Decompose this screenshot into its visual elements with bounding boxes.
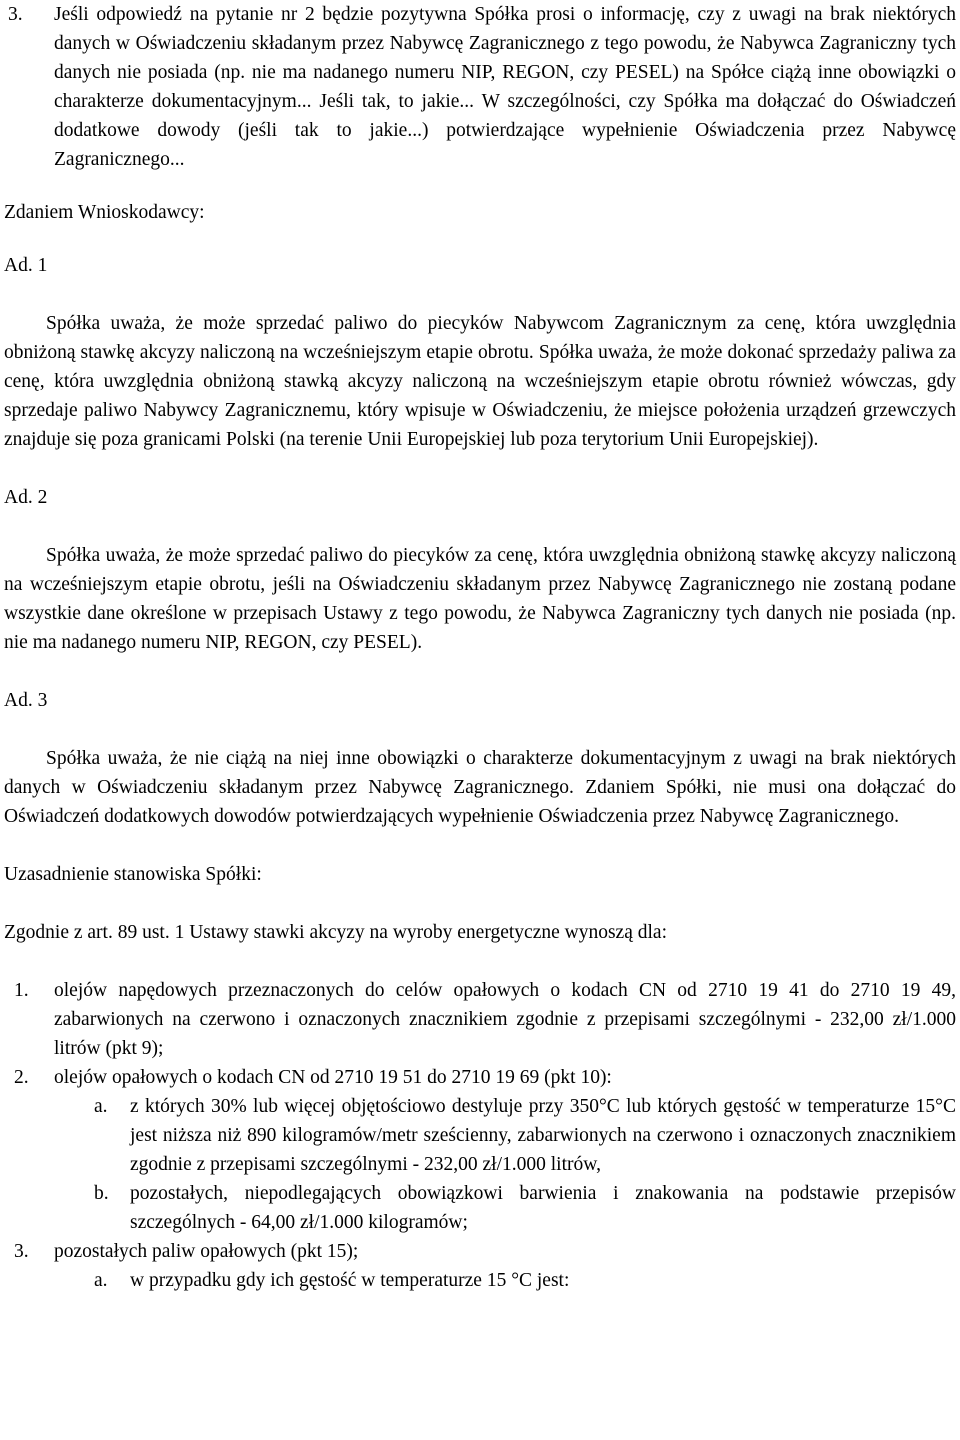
sub-list-item [4, 1092, 956, 1179]
sub-list-item-text: z których 30% lub więcej objętościowo destyluje przy 350°C lub których gęstość w temperaturze 15°C jest niższa niż 890 kilogramów/metr sześcienny, zabarwionych na czerwono i oznaczonych znacznikiem zgodnie z przepisami szczególnymi - 232,00 zł/1.000 litrów, [130, 1096, 956, 1175]
list-item [4, 976, 956, 1063]
ad2-label: Ad. 2 [4, 487, 48, 508]
sub-list-item [4, 1266, 956, 1295]
document-page [4, 0, 956, 1295]
ad3-text: Spółka uważa, że nie ciążą na niej inne obowiązki o charakterze dokumentacyjnym z uwagi na brak niektórych danych w Oświadczeniu składanym przez Nabywcę Zagranicznego. Zdaniem Spółki, nie musi ona dołączać do Oświadczeń dodatkowych dowodów potwierdzających wypełnienie Oświadczenia przez Nabywcę Zagranicznego. [4, 748, 956, 827]
list-marker: 2. [14, 1067, 29, 1088]
question-3 [4, 0, 956, 174]
rates-intro: Zgodnie z art. 89 ust. 1 Ustawy stawki akcyzy na wyroby energetyczne wynoszą dla: [4, 922, 667, 943]
ad3-label: Ad. 3 [4, 690, 48, 711]
justification-heading: Uzasadnienie stanowiska Spółki: [4, 864, 262, 885]
ad1-text: Spółka uważa, że może sprzedać paliwo do piecyków Nabywcom Zagranicznym za cenę, która uwzględnia obniżoną stawkę akcyzy naliczoną na wcześniejszym etapie obrotu. Spółka uważa, że może dokonać sprzedaży paliwa za cenę, która uwzględnia obniżoną stawką akcyzy naliczoną na wcześniejszym etapie obrotu również wówczas, gdy sprzedaje paliwo Nabywcy Zagranicznemu, który wpisuje w Oświadczeniu, że miejsce położenia urządzeń grzewczych znajduje się poza granicami Polski (na terenie Unii Europejskiej lub poza terytorium Unii Europejskiej). [4, 313, 956, 450]
list-item-text: pozostałych paliw opałowych (pkt 15); [54, 1241, 359, 1262]
question-3-number: 3. [8, 4, 23, 25]
ad2-text: Spółka uważa, że może sprzedać paliwo do piecyków za cenę, która uwzględnia obniżoną stawkę akcyzy naliczoną na wcześniejszym etapie obrotu, jeśli na Oświadczeniu składanym przez Nabywcę Zagranicznego nie zostaną podane wszystkie dane określone w przepisach Ustawy z tego powodu, że Nabywca Zagraniczny tych danych nie posiada (np. nie ma nadanego numeru NIP, REGON, czy PESEL). [4, 545, 956, 653]
sub-list-marker: a. [94, 1096, 108, 1117]
question-3-text: Jeśli odpowiedź na pytanie nr 2 będzie pozytywna Spółka prosi o informację, czy z uwagi na brak niektórych danych w Oświadczeniu składanym przez Nabywcę Zagranicznego z tego powodu, że Nabywca Zagraniczny tych danych nie posiada (np. nie ma nadanego numeru NIP, REGON, czy PESEL) na Spółce ciążą inne obowiązki o charakterze dokumentacyjnym... Jeśli tak, to jakie... W szczególności, czy Spółka ma dołączać do Oświadczeń dodatkowe dowody (jeśli tak to jakie...) potwierdzające wypełnienie Oświadczenia przez Nabywcę Zagranicznego... [54, 4, 956, 170]
opinion-heading: Zdaniem Wnioskodawcy: [4, 202, 205, 223]
sub-list-item-text: w przypadku gdy ich gęstość w temperaturze 15 °C jest: [130, 1270, 570, 1291]
list-item [4, 1063, 956, 1092]
sub-list-marker: a. [94, 1270, 108, 1291]
list-marker: 3. [14, 1241, 29, 1262]
ad1-label: Ad. 1 [4, 255, 48, 276]
sub-list-item-text: pozostałych, niepodlegających obowiązkowi barwienia i znakowania na podstawie przepisów szczególnych - 64,00 zł/1.000 kilogramów; [130, 1183, 956, 1233]
rates-list [4, 976, 956, 1295]
list-marker: 1. [14, 980, 29, 1001]
sub-list-marker: b. [94, 1183, 109, 1204]
list-item-text: olejów opałowych o kodach CN od 2710 19 51 do 2710 19 69 (pkt 10): [54, 1067, 612, 1088]
list-item [4, 1237, 956, 1266]
list-item-text: olejów napędowych przeznaczonych do celów opałowych o kodach CN od 2710 19 41 do 2710 19 49, zabarwionych na czerwono i oznaczonych znacznikiem zgodnie z przepisami szczególnymi - 232,00 zł/1.000 litrów (pkt 9); [54, 980, 956, 1059]
sub-list-item [4, 1179, 956, 1237]
